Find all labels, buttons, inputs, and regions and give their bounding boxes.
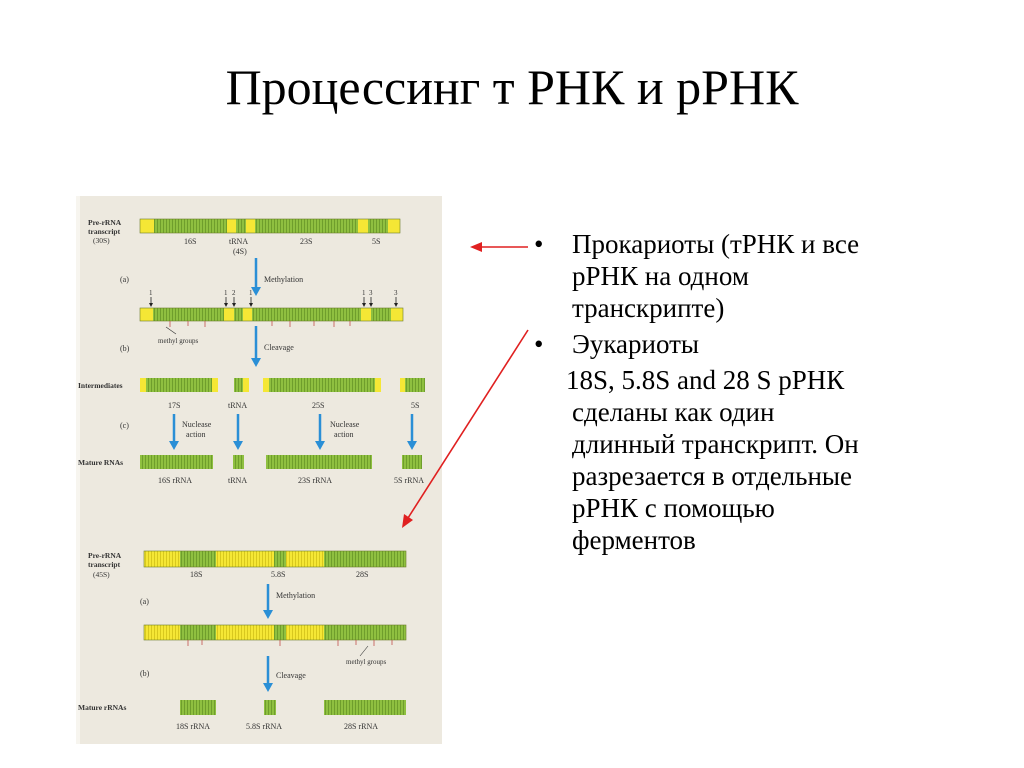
svg-text:(a): (a): [140, 597, 149, 606]
svg-text:28S: 28S: [356, 570, 369, 579]
svg-text:action: action: [334, 430, 354, 439]
svg-text:16S: 16S: [184, 237, 197, 246]
svg-text:(b): (b): [120, 344, 130, 353]
svg-text:methyl groups: methyl groups: [158, 337, 199, 345]
bullet-line: транскрипте): [572, 293, 725, 323]
svg-text:tRNA: tRNA: [229, 237, 249, 246]
pro-row-label-2: transcript: [88, 227, 121, 236]
svg-text:17S: 17S: [168, 401, 181, 410]
slide-title: Процессинг т РНК и рРНК: [225, 59, 799, 115]
svg-text:5S rRNA: 5S rRNA: [394, 476, 425, 485]
pro-row-label-3: (30S): [93, 236, 110, 245]
svg-text:(45S): (45S): [93, 570, 110, 579]
bullet-prokaryotes: [534, 228, 994, 324]
svg-text:Nuclease: Nuclease: [330, 420, 360, 429]
svg-text:23S rRNA: 23S rRNA: [298, 476, 333, 485]
svg-text:16S rRNA: 16S rRNA: [158, 476, 193, 485]
bullet-dot: •: [534, 229, 544, 259]
svg-text:Methylation: Methylation: [264, 275, 304, 284]
svg-text:25S: 25S: [312, 401, 325, 410]
svg-text:3: 3: [369, 289, 373, 297]
desc-line: рРНК с помощью: [572, 493, 775, 523]
svg-text:Mature rRNAs: Mature rRNAs: [78, 703, 127, 712]
svg-text:3: 3: [394, 289, 398, 297]
bullet-line: Прокариоты (тРНК и все: [572, 229, 860, 259]
svg-text:28S rRNA: 28S rRNA: [344, 722, 379, 731]
svg-text:Intermediates: Intermediates: [78, 381, 123, 390]
arrow-to-prokaryote: [470, 242, 528, 252]
svg-text:(b): (b): [140, 669, 150, 678]
svg-text:tRNA: tRNA: [228, 476, 248, 485]
svg-text:1: 1: [149, 289, 153, 297]
svg-text:tRNA: tRNA: [228, 401, 248, 410]
svg-text:action: action: [186, 430, 206, 439]
svg-text:18S rRNA: 18S rRNA: [176, 722, 211, 731]
svg-text:Pre-rRNA: Pre-rRNA: [88, 551, 122, 560]
desc-line: длинный транскрипт. Он: [572, 429, 859, 459]
desc-line: разрезается в отдельные: [572, 461, 853, 491]
bullet-list: [534, 228, 994, 556]
svg-text:(c): (c): [120, 421, 129, 430]
bullet-line: Эукариоты: [572, 329, 700, 359]
svg-text:methyl groups: methyl groups: [346, 658, 387, 666]
svg-text:23S: 23S: [300, 237, 313, 246]
svg-text:1: 1: [224, 289, 228, 297]
svg-text:Cleavage: Cleavage: [264, 343, 294, 352]
bullet-eukaryotes: [534, 328, 994, 360]
svg-text:2: 2: [232, 289, 236, 297]
svg-text:Nuclease: Nuclease: [182, 420, 212, 429]
bullet-dot: •: [534, 329, 544, 359]
svg-text:5S: 5S: [372, 237, 381, 246]
svg-text:5S: 5S: [411, 401, 420, 410]
arrow-to-eukaryote: [402, 330, 528, 528]
svg-text:5.8S rRNA: 5.8S rRNA: [246, 722, 283, 731]
svg-text:1: 1: [249, 289, 253, 297]
desc-line: 18S, 5.8S and 28 S рРНК: [566, 365, 845, 395]
svg-text:Methylation: Methylation: [276, 591, 316, 600]
eukaryote-description: [534, 364, 994, 556]
svg-text:Mature RNAs: Mature RNAs: [78, 458, 124, 467]
svg-text:1: 1: [362, 289, 366, 297]
svg-text:(a): (a): [120, 275, 129, 284]
pro-row-label-1: Pre-rRNA: [88, 218, 122, 227]
svg-text:(4S): (4S): [233, 247, 247, 256]
svg-text:Cleavage: Cleavage: [276, 671, 306, 680]
svg-text:5.8S: 5.8S: [271, 570, 286, 579]
desc-line: сделаны как один: [572, 397, 775, 427]
bullet-line: рРНК на одном: [572, 261, 749, 291]
svg-text:18S: 18S: [190, 570, 203, 579]
svg-text:transcript: transcript: [88, 560, 121, 569]
desc-line: ферментов: [572, 525, 696, 555]
